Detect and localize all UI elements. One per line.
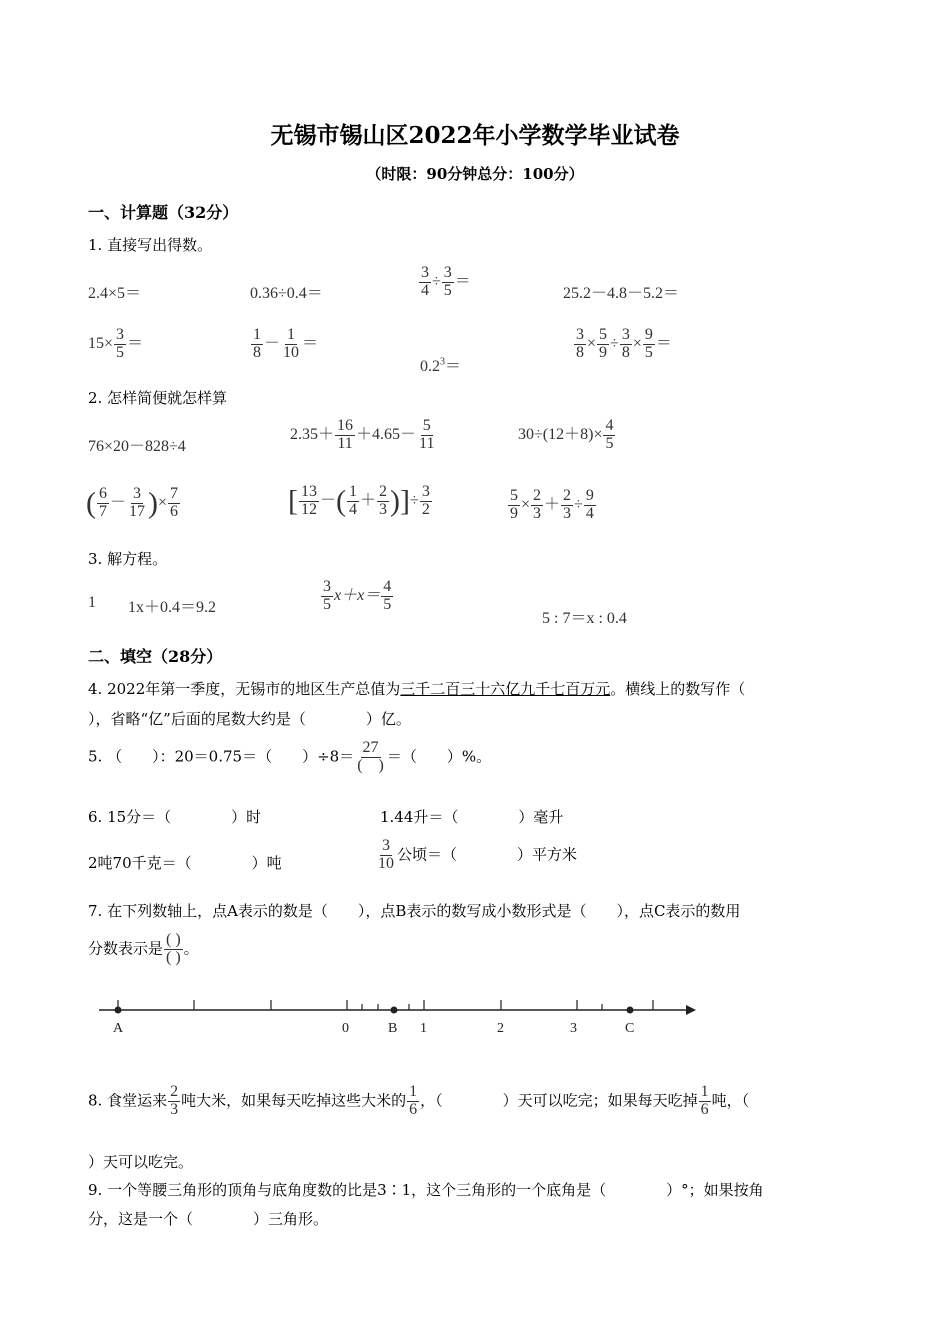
q3-b: $\frac{3}{5}$ x＋x＝ $\frac{4}{5}$ (323, 578, 392, 613)
q1-e: 15× $\frac{3}{5}$ ＝ (88, 326, 144, 361)
q8-line2: ）天可以吃完。 (88, 1153, 194, 1171)
q3-a: 1x＋0.4＝9.2 (128, 599, 217, 616)
section-2-heading: 二、填空（28分） (88, 647, 223, 666)
label-one: 1 (420, 1021, 427, 1036)
q2-label: 2. 怎样简便就怎样算 (88, 389, 228, 407)
q7-line1: 7. 在下列数轴上，点A表示的数是（ ），点B表示的数写成小数形式是（ ），点C表示的数用 (88, 902, 741, 920)
q6-c: 2吨70千克＝（ ）吨 (88, 854, 282, 872)
q2-c: 30÷(12＋8)× $\frac{4}{5}$ (518, 417, 614, 452)
number-line-ticks (118, 1000, 653, 1010)
point-a (115, 1007, 122, 1014)
q1-c: $\frac{3}{4}$ ÷ $\frac{3}{5}$ ＝ (421, 264, 471, 299)
q9-line1: 9. 一个等腰三角形的顶角与底角度数的比是3∶1，这个三角形的一个底角是（ ）°；如果按角 (88, 1181, 764, 1199)
q5: 5. （ ）：20＝0.75＝（ ）÷8＝ $\frac{27}{( )}$ ＝（ ）%。 (88, 739, 492, 774)
page-subtitle: （时限：90分钟总分：100分） (366, 165, 584, 183)
q2-b: 2.35＋ $\frac{16}{11}$ ＋4.65－ $\frac{5}{11}$ (290, 417, 435, 452)
q1-d: 25.2－4.8－5.2＝ (563, 285, 680, 302)
q2-f: $\frac{5}{9}$ × $\frac{2}{3}$ ＋ $\frac{2}{3}$ ÷ $\frac{9}{4}$ (510, 487, 594, 522)
q1-f: $\frac{1}{8}$ － $\frac{1}{10}$ ＝ (253, 326, 319, 361)
q1-b: 0.36÷0.4＝ (250, 285, 323, 302)
point-b (391, 1007, 398, 1014)
q6-a: 6. 15分＝（ ）时 (88, 808, 262, 826)
q9-line2: 分，这是一个（ ）三角形。 (88, 1210, 329, 1228)
q1-g: $0.2^3=$ (420, 356, 462, 375)
q8-line1: 8. 食堂运来 $\frac{2}{3}$ 吨大米，如果每天吃掉这些大米的 $\frac{1}{6}$ ，（ ）天可以吃完；如果每天吃掉 $\frac{1}{6}$ 吨，（ (88, 1083, 750, 1118)
q1-a: 2.4×5＝ (88, 285, 142, 302)
q6-d: $\frac{3}{10}$ 公顷＝（ ）平方米 (378, 837, 578, 872)
section-1-heading: 一、计算题（32分） (88, 203, 239, 222)
q4-underlined-number: 三千二百三十六亿九千七百万元 (400, 680, 611, 698)
label-b: B (388, 1021, 398, 1036)
number-line (96, 996, 696, 1036)
q3-label: 3. 解方程。 (88, 550, 168, 568)
q1-label: 1. 直接写出得数。 (88, 236, 213, 254)
q4-line1: 4. 2022年第一季度，无锡市的地区生产总值为三千二百三十六亿九千七百万元。横线上的数写作（ (88, 680, 746, 698)
q2-e: [ $\frac{13}{12}$ －( $\frac{1}{4}$ ＋ $\frac{2}{3}$ )]÷ $\frac{3}{2}$ (288, 483, 430, 518)
point-c (627, 1007, 634, 1014)
q7-line2: 分数表示是 $\frac{( )}{( )}$ 。 (88, 931, 199, 966)
page-title: 无锡市锡山区2022年小学数学毕业试卷 (270, 122, 680, 149)
q3-a-index: 1 (88, 594, 96, 611)
label-a: A (113, 1021, 124, 1036)
label-c: C (625, 1021, 635, 1036)
label-zero: 0 (342, 1021, 349, 1036)
q3-c: 5 : 7＝x : 0.4 (542, 610, 627, 627)
q2-a: 76×20－828÷4 (88, 438, 186, 455)
q6-b: 1.44升＝（ ）毫升 (380, 808, 564, 826)
q4-line2: ），省略“亿”后面的尾数大约是（ ）亿。 (88, 710, 411, 728)
label-three: 3 (570, 1021, 577, 1036)
q1-h: $\frac{3}{8}$ × $\frac{5}{9}$ ÷ $\frac{3}{8}$ × $\frac{9}{5}$ ＝ (576, 326, 672, 361)
number-line-arrow (686, 1005, 696, 1015)
label-two: 2 (497, 1021, 504, 1036)
q2-d: ( $\frac{6}{7}$ － $\frac{3}{17}$ )× $\frac{7}{6}$ (86, 485, 179, 520)
